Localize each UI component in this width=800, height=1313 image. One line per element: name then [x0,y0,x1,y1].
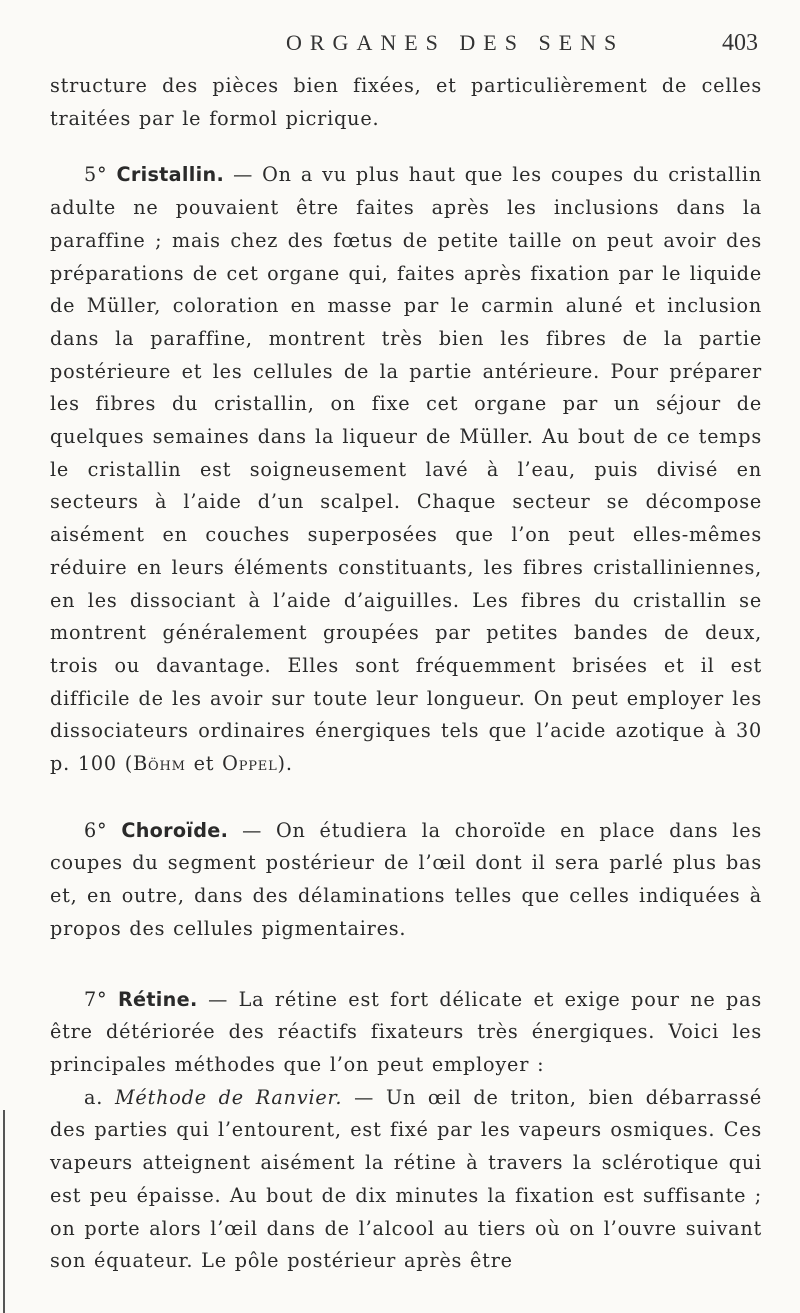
section-text: — La rétine est fort délicate et exige pour ne pas être détériorée des réactifs fixateurs très énergiques. Voici les principales méthodes que l’on peut employer : [50,987,762,1076]
section-text: — On étudiera la choroïde en place dans les coupes du segment postérieur de l’œil dont il sera parlé plus bas et, en outre, dans des délaminations telles que celles indiquées à propos des cellules pigmentaires. [50,818,762,940]
page-body [50,70,762,1278]
section-cristallin [50,159,762,780]
page-number: 403 [722,30,758,56]
paragraph-text: structure des pièces bien fixées, et particulièrement de celles traitées par le formol picrique. [50,74,762,130]
section-number: 6° [84,818,108,842]
method-title: Méthode de Ranvier. [114,1085,343,1109]
section-choroide [50,815,762,946]
author-name: Oppel [222,752,278,776]
section-number: 7° [84,987,108,1011]
author-name: Böhm [133,752,186,776]
author-joiner: et [185,752,223,776]
page-edge-shadow [3,1110,5,1313]
section-text-end: ). [277,752,293,776]
method-ranvier [50,1082,762,1278]
section-heading: Rétine. [117,987,198,1011]
section-text: — On a vu plus haut que les coupes du cristallin adulte ne pouvaient être faites après les inclusions dans la paraffine ; mais chez des fœtus de petite taille on peut avoir des préparations de cet organe qui, faites après fixation par le liquide de Müller, coloration en masse par le carmin aluné et inclusion dans la paraffine, montrent très bien les fibres de la partie postérieure et les cellules de la partie antérieure. Pour préparer les fibres du cristallin, on fixe cet organe par un séjour de quelques semaines dans la liqueur de Müller. Au bout de ce temps le cristallin est soigneusement lavé à l’eau, puis divisé en secteurs à l’aide d’un scalpel. Chaque secteur se décompose aisément en couches superposées que l’on peut elles-mêmes réduire en leurs éléments constituants, les fibres cristalliniennes, en les dissociant à l’aide d’aiguilles. Les fibres du cristallin se montrent généralement groupées par petites bandes de deux, trois ou davantage. Elles sont fréquemment brisées et il est difficile de les avoir sur toute leur longueur. On peut employer les dissociateurs ordinaires énergiques tels que l’acide azotique à 30 p. 100 ( [50,163,763,776]
section-retine [50,984,762,1082]
paragraph-continuation [50,70,762,135]
section-number: 5° [84,163,108,187]
section-heading: Cristallin. [116,163,225,187]
section-heading: Choroïde. [121,818,229,842]
method-label: a. [84,1085,104,1109]
running-header [50,30,770,66]
method-text: — Un œil de triton, bien débarrassé des parties qui l’entourent, est fixé par les vapeurs osmiques. Ces vapeurs atteignent aisément la rétine à travers la sclérotique qui est peu épaisse. Au bout de dix minutes la fixation est suffisante ; on porte alors l’œil dans de l’alcool au tiers où on l’ouvre suivant son équateur. Le pôle postérieur après être [50,1085,763,1273]
running-title: ORGANES DES SENS [286,30,625,55]
